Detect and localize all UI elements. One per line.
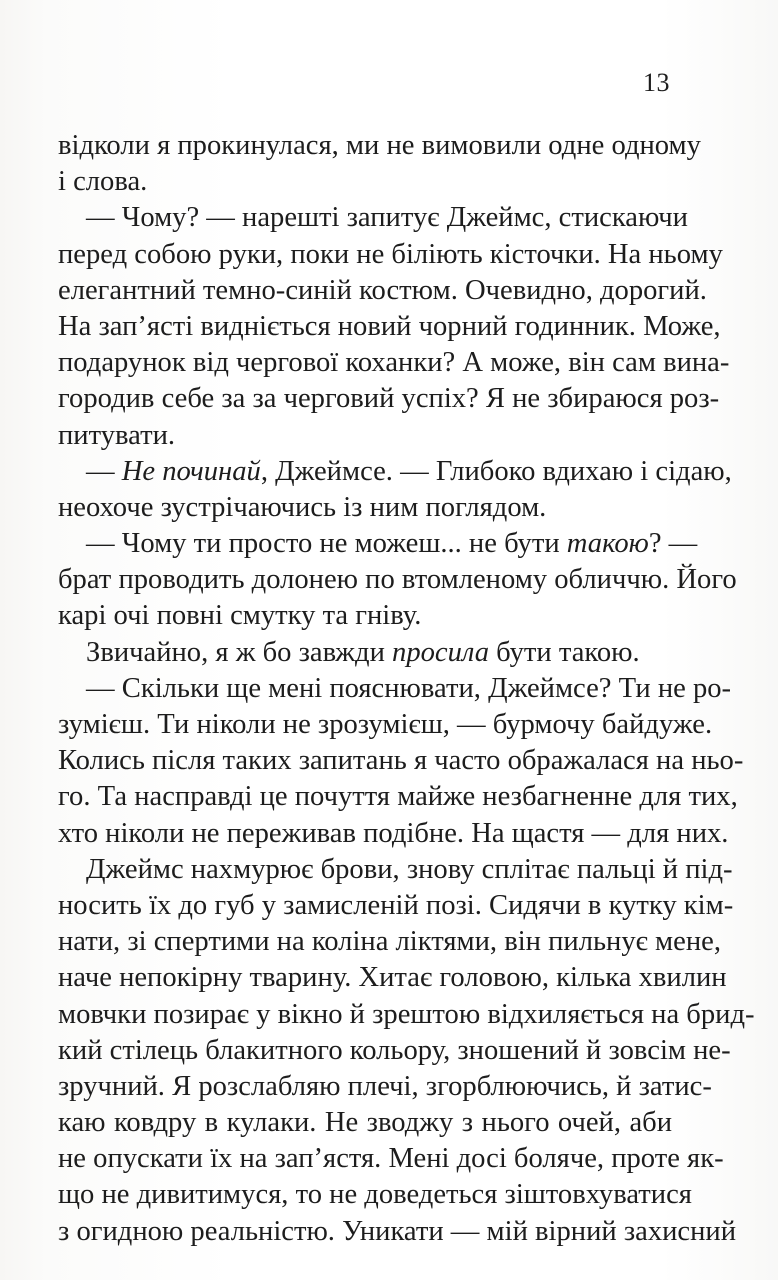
text-line: зручний. Я розслабляю плечі, згорблюючись, й затис- — [58, 1070, 712, 1102]
text-line: не опускати їх на зап’ястя. Мені досі боляче, проте як- — [58, 1143, 724, 1175]
text-line: подарунок від чергової коханки? А може, він сам вина- — [58, 347, 730, 379]
text-fragment: Звичайно, я ж бо завжди — [86, 636, 393, 668]
text-line: го. Та насправді це почуття майже незбагненне для тих, — [58, 781, 738, 813]
italic-text: такою — [566, 528, 649, 560]
text-line: що не дивитимуся, то не доведеться зіштовхуватися — [58, 1179, 692, 1211]
page-number: 13 — [643, 68, 670, 97]
body-text — [58, 128, 755, 1250]
text-line: Джеймс нахмурює брови, знову сплітає пальці й під- — [86, 853, 733, 885]
text-line: городив себе за за черговий успіх? Я не збираюся роз- — [58, 383, 720, 415]
text-line: мовчки позирає у вікно й зрештою відхиляється на брид- — [58, 998, 755, 1030]
text-fragment: — — [86, 455, 122, 487]
italic-text: Не починай — [121, 455, 261, 487]
text-line: — Чому? — нарешті запитує Джеймс, стискаючи — [86, 202, 688, 234]
text-line: відколи я прокинулася, ми не вимовили одне одному — [58, 130, 701, 161]
text-line: хто ніколи не переживав подібне. На щастя — для них. — [58, 817, 729, 849]
text-line: з огидною реальністю. Уникати — мій вірний захисний — [58, 1215, 737, 1247]
text-fragment: ? — — [648, 528, 698, 560]
text-line: зумієш. Ти ніколи не зрозумієш, — бурмочу байдуже. — [58, 709, 713, 740]
text-line: — Скільки ще мені пояснювати, Джеймсе? Ти не ро- — [86, 672, 732, 704]
text-line: носить їх до губ у замисленій позі. Сидячи в кутку кім- — [58, 889, 734, 921]
text-line: елегантний темно-синій костюм. Очевидно, дорогий. — [58, 274, 707, 306]
text-line: перед собою руки, поки не біліють кісточки. На ньому — [58, 238, 723, 270]
text-line: каю ковдру в кулаки. Не зводжу з нього очей, аби — [58, 1107, 672, 1139]
text-line: питувати. — [58, 419, 176, 451]
text-line — [58, 526, 698, 562]
text-line: і слова. — [58, 166, 148, 198]
text-fragment: бути такою. — [489, 636, 640, 668]
text-fragment: — Чому ти просто не можеш... не бути — [86, 528, 567, 560]
text-line: наче непокірну тварину. Хитає головою, кілька хвилин — [58, 962, 727, 994]
text-line — [58, 635, 672, 671]
text-line: брат проводить долонею по втомленому обличчю. Його — [58, 564, 737, 596]
italic-text: просила — [392, 636, 490, 668]
text-line: неохоче зустрічаючись із ним поглядом. — [58, 491, 547, 523]
text-line: кий стілець блакитного кольору, зношений й зовсім не- — [58, 1034, 731, 1066]
text-line: нати, зі спертими на коліна ліктями, він пильнує мене, — [58, 926, 721, 958]
text-line: карі очі повні смутку та гніву. — [58, 600, 422, 632]
text-fragment: , Джеймсе. — Глибоко вдихаю і сідаю, — [260, 455, 732, 487]
text-line: Колись після таких запитань я часто ображалася на ньо- — [58, 745, 744, 777]
text-line — [58, 454, 732, 490]
text-line: На зап’ясті видніється новий чорний годинник. Може, — [58, 310, 721, 342]
